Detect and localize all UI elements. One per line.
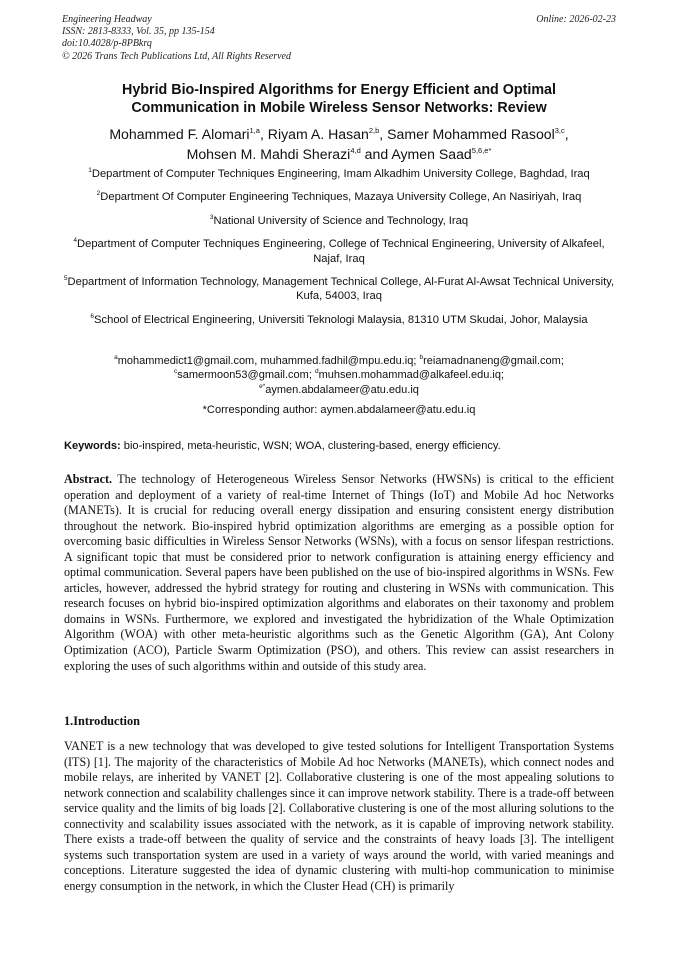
author-name: Samer Mohammed Rasool — [387, 126, 555, 142]
aff-sup: 1 — [88, 167, 92, 174]
abstract-label: Abstract. — [64, 472, 113, 486]
aff-text: Department Of Computer Engineering Techniques, Mazaya University College, An Nasiriyah, Iraq — [100, 191, 582, 204]
email-sup: b — [419, 354, 424, 361]
running-header — [62, 14, 616, 63]
affiliation-1 — [62, 167, 616, 181]
author-list — [62, 124, 616, 164]
author-sup: 1,a — [249, 126, 260, 135]
aff-sup: 6 — [90, 312, 95, 320]
aff-text: Department of Computer Techniques Engineering, College of Technical Engineering, University of Alkafeel, Najaf, Iraq — [77, 238, 605, 265]
author-sep: and — [360, 146, 392, 162]
aff-sup: 4 — [73, 237, 78, 245]
abstract-text: The technology of Heterogeneous Wireless Sensor Networks (HWSNs) is critical to the efficient operation and deployment of a variety of real-time Internet of Things (IoT) and Mobile Ad hoc Networks (MANETs). It is crucial for reducing overall energy dissipation and ensuring consistent energy distribution throughout the network. Bio-inspired hybrid optimization algorithms are emerging as a possible option for overcoming basic difficulties in Wireless Sensor Networks (WSNs), with a focus on sensor lifespan restrictions. A significant topic that must be considered prior to network configuration is attaining energy efficiency and optimal communication. Several papers have been published on the use of bio-inspired algorithms in WSNs. Few articles, however, addressed the hybrid strategy for routing and clustering in WSNs with communication. This research focuses on hybrid bio-inspired optimization algorithms and elaborates on their taxonomy and problem domains in WSNs. Furthermore, we explored and investigated the hybridization of the Whale Optimization Algorithm (WOA) with other meta-heuristic algorithms such as the Genetic Algorithm (GA), Ant Colony Optimization (ACO), Particle Swarm Optimization (PSO), and others. This review can assist researchers in exploring the uses of such algorithms within and outside of this study area. — [64, 472, 614, 673]
author-sup: 3,c — [554, 126, 565, 135]
email-list — [62, 354, 616, 397]
corresponding-author: *Corresponding author: aymen.abdalameer@atu.edu.iq — [202, 404, 476, 416]
author-sep: , — [259, 126, 268, 142]
online-date: Online: 2026-02-23 — [536, 14, 616, 25]
affiliation-list — [62, 167, 616, 336]
affiliation-3 — [62, 214, 616, 228]
aff-sup: 5 — [63, 275, 68, 283]
email-sup: c — [173, 368, 178, 376]
title-line-2: Communication in Mobile Wireless Sensor Networks: Review — [131, 99, 547, 116]
email-sup: e* — [259, 382, 266, 390]
email-a: mohammedict1@gmail.com, muhammed.fadhil@mpu.edu.iq; — [117, 355, 420, 367]
aff-text: National University of Science and Technology, Iraq — [213, 214, 469, 227]
aff-sup: 2 — [96, 190, 101, 198]
email-c: samermoon53@gmail.com; — [177, 369, 315, 382]
affiliation-5 — [62, 275, 616, 304]
email-d: muhsen.mohammad@alkafeel.edu.iq; — [318, 369, 505, 382]
copyright-line: © 2026 Trans Tech Publications Ltd, All Rights Reserved — [62, 50, 291, 62]
keywords-label: Keywords: — [64, 440, 121, 452]
author-sep: , — [379, 126, 388, 142]
introduction-text: VANET is a new technology that was developed to give tested solutions for Intelligent Transportation Systems (ITS) [1]. The majority of the characteristics of Mobile Ad hoc Networks (MANETs), which connect nodes and mobile relays, are inherited by VANET [2]. Collaborative clustering is one of the most appealing solutions to network connection and scalability challenges since it can improve network stability. There is a trade-off between service quality and the limits of big loads [2]. Collaborative clustering is one of the most alluring solutions to the connectivity and scalability issues associated with the network, as it is capable of improving network stability. There exists a trade-off between the quality of service and the constraints of heavy loads [3]. The intelligent systems such transportation system are used in a variety of ways around the world, with varied meanings and conceptions. Literature suggested the idea of dynamic clustering with multi-hop communication to minimise energy consumption in the network, in which the Cluster Head (CH) is primarily — [64, 739, 614, 893]
author-name: Riyam A. Hasan — [267, 126, 369, 142]
author-name: Aymen Saad — [391, 146, 472, 162]
section-heading: 1.Introduction — [64, 714, 140, 728]
aff-sup: 3 — [209, 213, 214, 221]
author-sup: 2,b — [368, 126, 380, 135]
paper-title — [62, 82, 616, 117]
aff-text: School of Electrical Engineering, Universiti Teknologi Malaysia, 81310 UTM Skudai, Johor, Malaysia — [94, 313, 588, 326]
aff-text: Department of Computer Techniques Engineering, Imam Alkadhim University College, Baghdad, Iraq — [91, 168, 590, 180]
affiliation-4 — [62, 237, 616, 266]
keywords-text: bio-inspired, meta-heuristic, WSN; WOA, clustering-based, energy efficiency. — [120, 440, 501, 452]
issn-line: ISSN: 2813-8333, Vol. 35, pp 135-154 — [62, 26, 215, 38]
author-name: Mohammed F. Alomari — [109, 126, 250, 142]
author-name: Mohsen M. Mahdi Sherazi — [186, 146, 351, 162]
affiliation-2 — [62, 190, 616, 204]
email-e: aymen.abdalameer@atu.edu.iq — [265, 383, 419, 396]
affiliation-6 — [62, 313, 616, 327]
author-sep: , — [564, 126, 569, 142]
email-b: reiamadnaneng@gmail.com; — [423, 355, 564, 367]
doi-line: doi:10.4028/p-8PBkrq — [62, 38, 152, 50]
keywords — [64, 439, 616, 453]
author-sup: 4,d — [350, 146, 361, 155]
title-line-1: Hybrid Bio-Inspired Algorithms for Energy Efficient and Optimal — [122, 82, 556, 98]
email-sup: d — [314, 368, 319, 376]
email-sup: a — [114, 354, 118, 361]
author-sup: 5,6,e* — [471, 146, 492, 155]
aff-text: Department of Information Technology, Management Technical College, Al-Furat Al-Awsat Technical University, Kufa, 54003, Iraq — [67, 276, 615, 303]
journal-name: Engineering Headway — [62, 14, 152, 25]
abstract — [64, 472, 614, 674]
